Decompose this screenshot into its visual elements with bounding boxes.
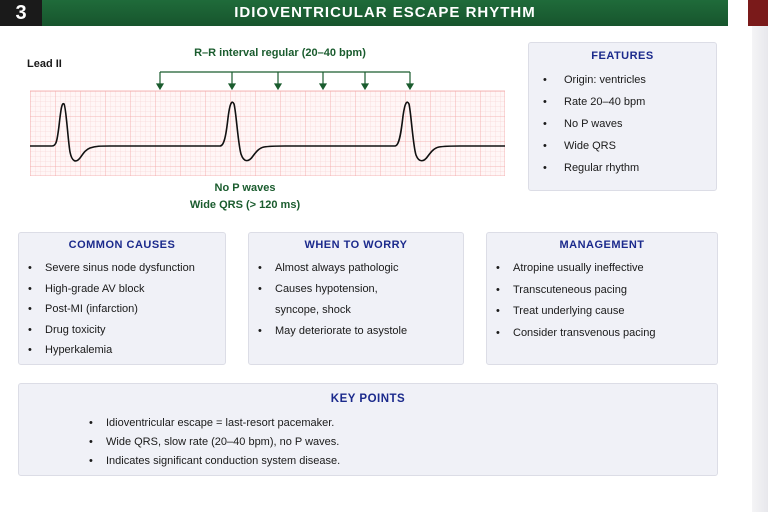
list-item: • High-grade AV block <box>19 281 225 302</box>
annotation-no-p-waves: No P waves <box>214 182 276 194</box>
list-item: • Rate 20–40 bpm <box>529 94 716 116</box>
annotation-wide-qrs: Wide QRS (> 120 ms) <box>189 199 301 211</box>
when-to-worry-list <box>249 260 463 344</box>
management-list <box>487 260 717 346</box>
ecg-grid <box>30 91 505 176</box>
list-item: • Post-MI (infarction) <box>19 301 225 322</box>
list-item: • May deteriorate to asystole <box>249 323 463 344</box>
list-item: • Idioventricular escape = last-resort pacemaker. <box>19 415 717 434</box>
list-item: • Consider transvenous pacing <box>487 325 717 347</box>
section-number: 3 <box>0 0 42 26</box>
list-item: • Transcuteneous pacing <box>487 282 717 304</box>
list-item: • Hyperkalemia <box>19 342 225 363</box>
when-to-worry-card <box>248 232 464 365</box>
list-item: • Regular rhythm <box>529 160 716 182</box>
management-card <box>486 232 718 365</box>
rr-bracket <box>157 72 413 89</box>
common-causes-title: COMMON CAUSES <box>68 239 176 251</box>
features-title: FEATURES <box>591 50 654 62</box>
lead-label: Lead II <box>27 58 62 70</box>
list-item: • Almost always pathologic <box>249 260 463 281</box>
list-item: • Atropine usually ineffective <box>487 260 717 282</box>
page-title: IDIOVENTRICULAR ESCAPE RHYTHM <box>234 4 536 21</box>
list-item: • Origin: ventricles <box>529 72 716 94</box>
next-page-edge-header <box>748 0 768 26</box>
list-item: • Drug toxicity <box>19 322 225 343</box>
list-item: • Wide QRS, slow rate (20–40 bpm), no P waves. <box>19 434 717 453</box>
list-item: • Treat underlying cause <box>487 303 717 325</box>
key-points-title: KEY POINTS <box>330 393 406 405</box>
key-points-card <box>18 383 718 476</box>
list-item-continuation: syncope, shock <box>275 304 351 316</box>
next-page-edge <box>752 26 768 512</box>
list-item: • Indicates significant conduction system disease. <box>19 453 717 472</box>
common-causes-list <box>19 260 225 363</box>
list-item: • Wide QRS <box>529 138 716 160</box>
rr-interval-label: R–R interval regular (20–40 bpm) <box>194 47 366 59</box>
key-points-list <box>19 415 717 472</box>
list-item: • No P waves <box>529 116 716 138</box>
common-causes-card <box>18 232 226 365</box>
management-title: MANAGEMENT <box>559 239 645 251</box>
ecg-strip <box>30 66 505 176</box>
features-card <box>528 42 717 191</box>
features-list <box>529 72 716 182</box>
when-to-worry-title: WHEN TO WORRY <box>304 239 408 251</box>
list-item: • Severe sinus node dysfunction <box>19 260 225 281</box>
list-item: • Causes hypotension, <box>249 281 463 302</box>
